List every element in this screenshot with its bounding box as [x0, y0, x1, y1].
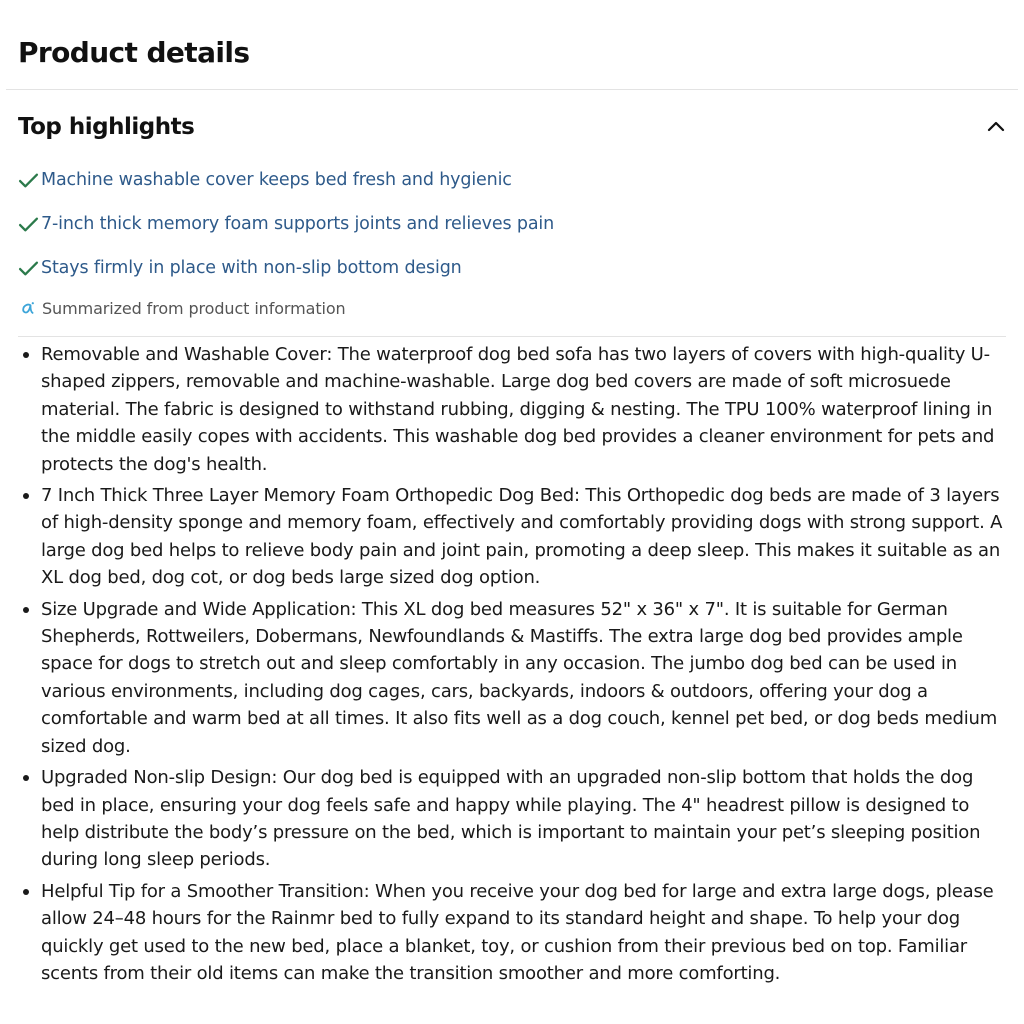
- highlight-text: Stays firmly in place with non-slip bottom design: [41, 258, 462, 278]
- section-title: Top highlights: [18, 114, 195, 140]
- bullet-item: Upgraded Non-slip Design: Our dog bed is equipped with an upgraded non-slip bottom that holds the dog bed in place, ensuring your dog feels safe and happy while playing. The 4" headrest pillow is designed to help distribute the body’s pressure on the bed, which is important to maintain your pet’s sleeping position during long sleep periods.: [41, 764, 1007, 874]
- about-bullets-list: [41, 341, 1007, 991]
- bullet-item: Size Upgrade and Wide Application: This XL dog bed measures 52" x 36" x 7". It is suitable for German Shepherds, Rottweilers, Dobermans, Newfoundlands & Mastiffs. The extra large dog bed provides ample space for dogs to stretch out and sleep comfortably in any occasion. The jumbo dog bed can be used in various environments, including dog cages, cars, backyards, indoors & outdoors, offering your dog a comfortable and warm bed at all times. It also fits well as a dog couch, kennel pet bed, or dog beds medium sized dog.: [41, 596, 1007, 760]
- highlights-list: [18, 164, 554, 296]
- summary-text: Summarized from product information: [42, 298, 346, 318]
- highlight-text: Machine washable cover keeps bed fresh and hygienic: [41, 170, 512, 190]
- check-icon: [18, 170, 39, 191]
- top-highlights-header[interactable]: [18, 108, 1010, 146]
- divider: [6, 89, 1018, 90]
- ai-summary-note: [20, 296, 346, 320]
- page-title: Product details: [18, 36, 250, 69]
- bullet-item: Removable and Washable Cover: The waterproof dog bed sofa has two layers of covers with high-quality U-shaped zippers, removable and machine-washable. Large dog bed covers are made of soft microsuede material. The fabric is designed to withstand rubbing, digging & nesting. The TPU 100% waterproof lining in the middle easily copes with accidents. This washable dog bed provides a cleaner environment for pets and protects the dog's health.: [41, 341, 1007, 478]
- divider: [18, 336, 1006, 337]
- highlight-item: [18, 252, 554, 284]
- chevron-up-icon[interactable]: [982, 113, 1010, 141]
- bullet-item: Helpful Tip for a Smoother Transition: When you receive your dog bed for large and extra large dogs, please allow 24–48 hours for the Rainmr bed to fully expand to its standard height and shape. To help your dog quickly get used to the new bed, place a blanket, toy, or cushion from their previous bed on top. Familiar scents from their old items can make the transition smoother and more comforting.: [41, 878, 1007, 988]
- check-icon: [18, 214, 39, 235]
- highlight-item: [18, 208, 554, 240]
- bullet-item: 7 Inch Thick Three Layer Memory Foam Orthopedic Dog Bed: This Orthopedic dog beds are made of 3 layers of high-density sponge and memory foam, effectively and comfortably providing dogs with strong support. A large dog bed helps to relieve body pain and joint pain, promoting a deep sleep. This makes it suitable as an XL dog bed, dog cot, or dog beds large sized dog option.: [41, 482, 1007, 592]
- check-icon: [18, 258, 39, 279]
- highlight-item: [18, 164, 554, 196]
- ai-sparkle-icon: [20, 300, 36, 316]
- highlight-text: 7-inch thick memory foam supports joints and relieves pain: [41, 214, 555, 234]
